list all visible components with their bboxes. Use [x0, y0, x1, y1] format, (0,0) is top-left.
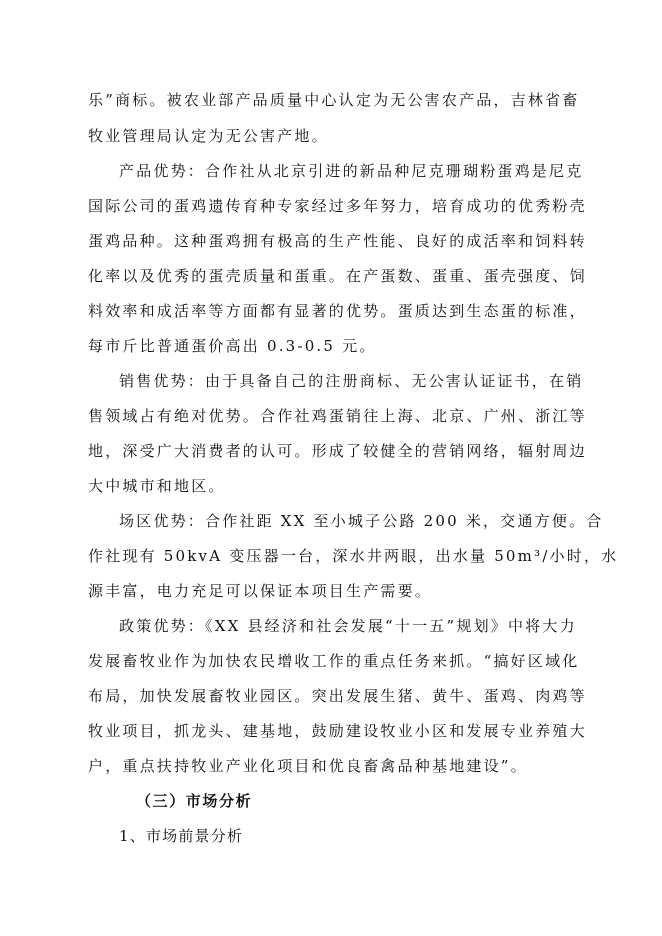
text-line: 化率以及优秀的蛋壳质量和蛋重。在产蛋数、蛋重、蛋壳强度、饲 [88, 267, 587, 285]
text-line: 场区优势：合作社距 XX 至小城子公路 200 米，交通方便。合 [119, 512, 604, 530]
text-line: 售领域占有绝对优势。合作社鸡蛋销往上海、北京、广州、浙江等 [88, 407, 587, 425]
text-line: 政策优势：《XX 县经济和社会发展“十一五”规划》中将大力 [119, 617, 577, 635]
section-heading: （三）市场分析 [136, 792, 253, 810]
text-line: 发展畜牧业作为加快农民增收工作的重点任务来抓。“搞好区域化 [88, 652, 580, 670]
text-line: 蛋鸡品种。这种蛋鸡拥有极高的生产性能、良好的成活率和饲料转 [88, 232, 587, 250]
text-line: 户，重点扶持牧业产业化项目和优良畜禽品种基地建设”。 [88, 757, 528, 775]
text-line: 地，深受广大消费者的认可。形成了较健全的营销网络，辐射周边 [88, 442, 587, 460]
text-line: 牧业项目，抓龙头、建基地，鼓励建设牧业小区和发展专业养殖大 [88, 722, 587, 740]
text-line: 销售优势：由于具备自己的注册商标、无公害认证证书，在销 [119, 372, 584, 390]
text-line: 乐”商标。被农业部产品质量中心认定为无公害农产品，吉林省畜 [88, 91, 580, 109]
text-line: 大中城市和地区。 [88, 477, 226, 495]
text-line: 每市斤比普通蛋价高出 0.3-0.5 元。 [88, 337, 377, 355]
text-line: 国际公司的蛋鸡遗传育种专家经过多年努力，培育成功的优秀粉壳 [88, 197, 587, 215]
text-line: 料效率和成活率等方面都有显著的优势。蛋质达到生态蛋的标准， [88, 302, 587, 320]
text-line: 作社现有 50kvA 变压器一台，深水井两眼，出水量 50m³/小时，水 [88, 547, 619, 565]
text-line: 牧业管理局认定为无公害产地。 [88, 127, 329, 145]
text-line: 布局，加快发展畜牧业园区。突出发展生猪、黄牛、蛋鸡、肉鸡等 [88, 687, 587, 705]
text-line: 产品优势：合作社从北京引进的新品种尼克珊瑚粉蛋鸡是尼克 [119, 162, 584, 180]
text-line: 源丰富，电力充足可以保证本项目生产需要。 [88, 582, 433, 600]
subsection-heading: 1、市场前景分析 [119, 827, 244, 845]
